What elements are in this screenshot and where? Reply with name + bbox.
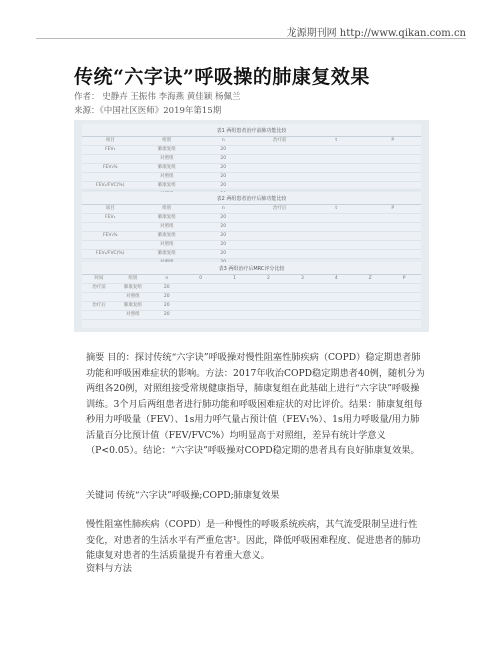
table-cell: 肺康复组 bbox=[157, 215, 176, 220]
table-cell bbox=[82, 311, 116, 319]
table-cell: 肺康复组 bbox=[157, 233, 176, 238]
table-cell: 20 bbox=[220, 233, 227, 238]
table-header-row bbox=[82, 137, 421, 146]
table-cell: 组别 bbox=[162, 206, 172, 211]
table-cell: FEV₁% bbox=[102, 233, 118, 238]
table-cell: 对照组 bbox=[160, 224, 174, 229]
table-cell: 时间 bbox=[94, 276, 104, 281]
table-cell: 肺康复组 bbox=[157, 251, 176, 256]
table-cell: 1 bbox=[233, 276, 237, 281]
table-cell: 3 bbox=[300, 276, 304, 281]
table-cell bbox=[82, 173, 139, 181]
table-cell bbox=[308, 250, 365, 258]
table-cell: 20 bbox=[163, 303, 170, 308]
table-row bbox=[82, 284, 421, 293]
table-caption: 表2 两组患者治疗后肺功能比较 bbox=[82, 192, 421, 205]
table-cell bbox=[353, 311, 387, 319]
table-cell: 肺康复组 bbox=[157, 147, 176, 152]
table-row bbox=[82, 173, 421, 182]
table-cell bbox=[252, 214, 309, 222]
table-cell: 对照组 bbox=[126, 294, 140, 299]
table-cell: t bbox=[335, 138, 338, 143]
table-header-row bbox=[82, 205, 421, 214]
table-cell bbox=[252, 173, 309, 181]
table-cell: 20 bbox=[163, 312, 170, 317]
table-cell: 治疗后 bbox=[92, 303, 106, 308]
table-cell: 治疗前 bbox=[92, 285, 106, 290]
table-row bbox=[82, 223, 421, 232]
table-cell: 组别 bbox=[162, 138, 172, 143]
table-cell bbox=[308, 214, 365, 222]
table-cell bbox=[218, 284, 252, 292]
table-cell bbox=[365, 223, 422, 231]
table-cell bbox=[365, 241, 422, 249]
table-cell bbox=[308, 232, 365, 240]
table-cell bbox=[252, 250, 309, 258]
table-cell bbox=[387, 284, 421, 292]
table-cell: 治疗后 bbox=[273, 206, 287, 211]
table-cell: 20 bbox=[220, 174, 227, 179]
intro-paragraph: 慢性阻塞性肺疾病（COPD）是一种慢性的呼吸系统疾病，其气流受限制呈进行性变化，对患者的生活水平有严重危害¹。因此，降低呼吸困难程度、促进患者的肺功能康复对患者的生活质量提升有着重大意义。 bbox=[86, 519, 421, 561]
table-cell: n bbox=[221, 206, 225, 211]
table-cell bbox=[82, 241, 139, 249]
table-caption: 表3 两组治疗后MRC评分比较 bbox=[82, 262, 421, 275]
table-cell bbox=[387, 293, 421, 301]
table-cell bbox=[319, 293, 353, 301]
table-cell: 肺康复组 bbox=[157, 183, 176, 188]
table-cell: FEV₁/FVC(%) bbox=[96, 183, 125, 188]
table-row bbox=[82, 232, 421, 241]
table-cell bbox=[252, 146, 309, 154]
table-cell bbox=[353, 284, 387, 292]
table-cell bbox=[218, 311, 252, 319]
table-cell bbox=[184, 311, 218, 319]
abstract-paragraph: 摘要 目的：探讨传统“六字诀”呼吸操对慢性阻塞性肺疾病（COPD）稳定期患者肺功能和呼吸困难症状的影响。方法：2017年收治COPD稳定期患者40例，随机分为两组各20例，对照组接受常规健康指导，肺康复组在此基础上进行“六字诀”呼吸操训练。3个月后两组患者进行肺功能和呼吸困难症状的对比评价。结果：肺康复组每秒用力呼吸量（FEV）、1s用力呼气量占预计值（FEV₁%）、1s用力呼吸量/用力肺活量百分比预计值（FEV/FVC%）均明显高于对照组，差异有统计学意义（P<0.05）。结论：“六字诀”呼吸操对COPD稳定期的患者具有良好肺康复效果。 bbox=[86, 352, 425, 456]
table-cell: 20 bbox=[220, 156, 227, 161]
table-cell: 肺康复组 bbox=[157, 165, 176, 170]
table-cell bbox=[252, 182, 309, 190]
table-row bbox=[82, 241, 421, 250]
table-cell bbox=[252, 241, 309, 249]
table-cell: 20 bbox=[220, 165, 227, 170]
table-cell bbox=[365, 232, 422, 240]
tables-figure bbox=[74, 120, 429, 332]
table-cell: FEV₁ bbox=[105, 147, 116, 152]
table-cell: 20 bbox=[220, 224, 227, 229]
table-cell: 20 bbox=[163, 285, 170, 290]
keywords-line: 关键词 传统“六字诀”呼吸操;COPD;肺康复效果 bbox=[86, 490, 280, 501]
table-cell: 20 bbox=[220, 242, 227, 247]
table-cell: P bbox=[391, 138, 395, 143]
table-cell bbox=[285, 302, 319, 310]
table-cell bbox=[319, 302, 353, 310]
table-cell bbox=[365, 214, 422, 222]
table-cell bbox=[184, 302, 218, 310]
table-row bbox=[82, 182, 421, 191]
table-cell bbox=[308, 223, 365, 231]
table-cell: 肺康复组 bbox=[123, 303, 142, 308]
table-cell bbox=[252, 155, 309, 163]
table-cell: 组别 bbox=[128, 276, 138, 281]
table-row bbox=[82, 311, 421, 320]
table-cell: 20 bbox=[220, 183, 227, 188]
table-1 bbox=[82, 124, 421, 188]
table-cell bbox=[285, 311, 319, 319]
article-title: 传统“六字诀”呼吸操的肺康复效果 bbox=[74, 66, 370, 88]
table-row bbox=[82, 155, 421, 164]
table-cell: 项目 bbox=[105, 206, 115, 211]
table-cell bbox=[387, 311, 421, 319]
table-cell bbox=[365, 146, 422, 154]
table-cell: 0 bbox=[199, 276, 203, 281]
article-authors: 作者： 史静卉 王振伟 李海燕 黄佳颖 杨佩兰 bbox=[74, 92, 241, 102]
table-cell: 20 bbox=[163, 294, 170, 299]
table-cell: P bbox=[402, 276, 406, 281]
table-cell bbox=[184, 284, 218, 292]
table-cell: n bbox=[165, 276, 169, 281]
table-cell bbox=[308, 146, 365, 154]
table-cell bbox=[308, 241, 365, 249]
table-cell bbox=[308, 173, 365, 181]
table-cell bbox=[308, 182, 365, 190]
header-divider bbox=[36, 38, 466, 39]
section-heading: 资料与方法 bbox=[86, 563, 132, 574]
table-cell: 20 bbox=[220, 251, 227, 256]
table-cell bbox=[365, 155, 422, 163]
article-source: 来源：《中国社区医师》2019年第15期 bbox=[74, 106, 222, 116]
table-cell bbox=[82, 293, 116, 301]
table-cell bbox=[319, 311, 353, 319]
table-cell bbox=[218, 293, 252, 301]
table-2 bbox=[82, 192, 421, 258]
table-cell: Z bbox=[368, 276, 372, 281]
table-cell: 20 bbox=[220, 147, 227, 152]
table-cell: 对照组 bbox=[160, 242, 174, 247]
table-caption: 表1 两组患者治疗前肺功能比较 bbox=[82, 124, 421, 137]
table-cell bbox=[252, 293, 286, 301]
table-cell bbox=[308, 164, 365, 172]
table-cell: FEV₁% bbox=[102, 165, 118, 170]
table-cell bbox=[252, 302, 286, 310]
table-cell bbox=[285, 284, 319, 292]
table-cell bbox=[184, 293, 218, 301]
table-cell bbox=[82, 155, 139, 163]
table-cell bbox=[365, 173, 422, 181]
table-cell: t bbox=[335, 206, 338, 211]
table-row bbox=[82, 293, 421, 302]
table-cell: 对照组 bbox=[126, 312, 140, 317]
table-cell: 肺康复组 bbox=[123, 285, 142, 290]
table-cell bbox=[252, 284, 286, 292]
table-cell: 项目 bbox=[105, 138, 115, 143]
table-row bbox=[82, 302, 421, 311]
table-cell: FEV₁ bbox=[105, 215, 116, 220]
table-3 bbox=[82, 262, 421, 328]
table-cell: 对照组 bbox=[160, 174, 174, 179]
table-header-row bbox=[82, 275, 421, 284]
table-cell: 治疗前 bbox=[273, 138, 287, 143]
table-cell: P bbox=[391, 206, 395, 211]
table-cell bbox=[353, 302, 387, 310]
table-row bbox=[82, 164, 421, 173]
table-cell bbox=[319, 284, 353, 292]
table-cell bbox=[365, 250, 422, 258]
table-cell: n bbox=[221, 138, 225, 143]
site-header: 龙源期刊网 http://www.qikan.com.cn bbox=[286, 28, 466, 39]
table-cell bbox=[82, 223, 139, 231]
table-cell: 4 bbox=[334, 276, 338, 281]
table-cell bbox=[252, 232, 309, 240]
table-cell bbox=[252, 311, 286, 319]
table-cell: FEV₁/FVC(%) bbox=[96, 251, 125, 256]
table-row bbox=[82, 214, 421, 223]
table-cell bbox=[252, 164, 309, 172]
table-cell: 20 bbox=[220, 215, 227, 220]
table-cell bbox=[252, 223, 309, 231]
table-cell bbox=[285, 293, 319, 301]
table-cell bbox=[365, 164, 422, 172]
table-cell bbox=[353, 293, 387, 301]
table-cell bbox=[308, 155, 365, 163]
table-cell bbox=[218, 302, 252, 310]
table-cell bbox=[387, 302, 421, 310]
table-row bbox=[82, 146, 421, 155]
table-cell: 对照组 bbox=[160, 156, 174, 161]
table-cell bbox=[365, 182, 422, 190]
table-row bbox=[82, 250, 421, 259]
table-cell: 2 bbox=[267, 276, 270, 281]
